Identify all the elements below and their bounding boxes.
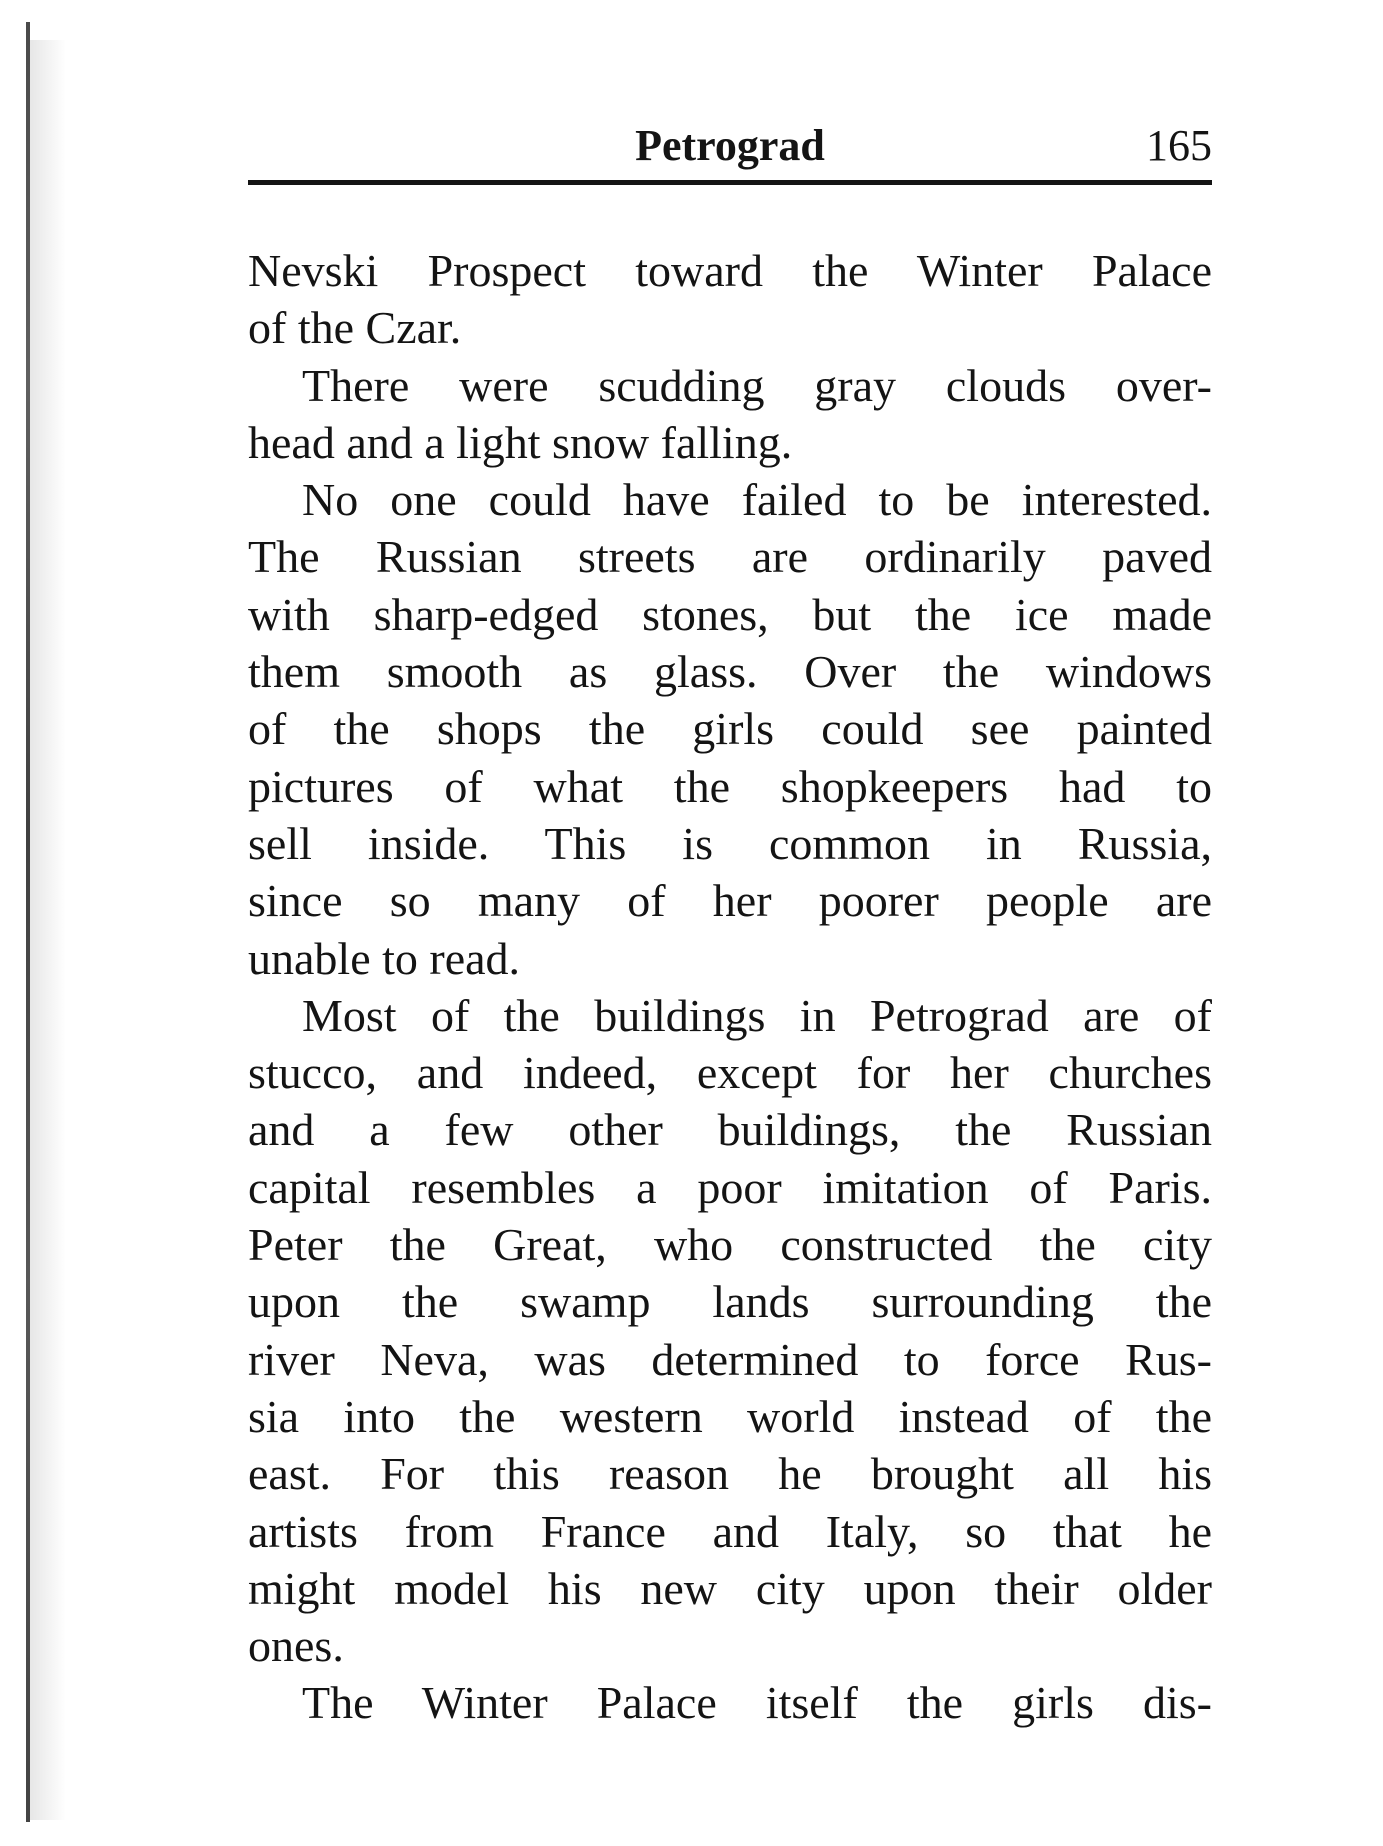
header-rule — [248, 180, 1212, 185]
text-line: upon the swamp lands surrounding the — [248, 1276, 1212, 1328]
text-line: head and a light snow falling. — [248, 416, 793, 468]
text-line: Nevski Prospect toward the Winter Palace — [248, 245, 1212, 296]
text-line: sia into the western world instead of the — [248, 1390, 1212, 1442]
text-line: Most of the buildings in Petrograd are of — [302, 989, 1212, 1041]
text-line: them smooth as glass. Over the windows — [248, 646, 1212, 698]
text-line: The Winter Palace itself the girls dis- — [302, 1677, 1212, 1729]
text-line: sell inside. This is common in Russia, — [248, 817, 1212, 869]
text-line: of the Czar. — [248, 302, 462, 354]
text-line: Peter the Great, who constructed the city — [248, 1219, 1212, 1271]
text-line: ones. — [248, 1620, 344, 1672]
binding-shadow — [30, 40, 66, 1820]
text-line: unable to read. — [248, 932, 521, 984]
text-line: of the shops the girls could see painted — [248, 703, 1212, 755]
text-line: There were scudding gray clouds over- — [302, 359, 1212, 411]
text-line: capital resembles a poor imitation of Paris. — [248, 1161, 1212, 1213]
running-head — [248, 118, 1212, 174]
text-line: since so many of her poorer people are — [248, 875, 1212, 927]
page-number: 165 — [1146, 121, 1212, 170]
text-line: No one could have failed to be interested. — [302, 474, 1212, 526]
text-line: and a few other buildings, the Russian — [248, 1104, 1212, 1156]
text-line: might model his new city upon their older — [248, 1562, 1212, 1614]
text-line: east. For this reason he brought all his — [248, 1448, 1212, 1500]
text-line: The Russian streets are ordinarily paved — [248, 531, 1212, 583]
text-line: pictures of what the shopkeepers had to — [248, 760, 1212, 812]
text-line: with sharp-edged stones, but the ice made — [248, 588, 1212, 640]
body-text — [248, 242, 1212, 1732]
running-head-title: Petrograd — [635, 121, 825, 170]
text-line: artists from France and Italy, so that he — [248, 1505, 1212, 1557]
text-line: stucco, and indeed, except for her churches — [248, 1047, 1212, 1099]
text-line: river Neva, was determined to force Rus- — [248, 1333, 1212, 1385]
